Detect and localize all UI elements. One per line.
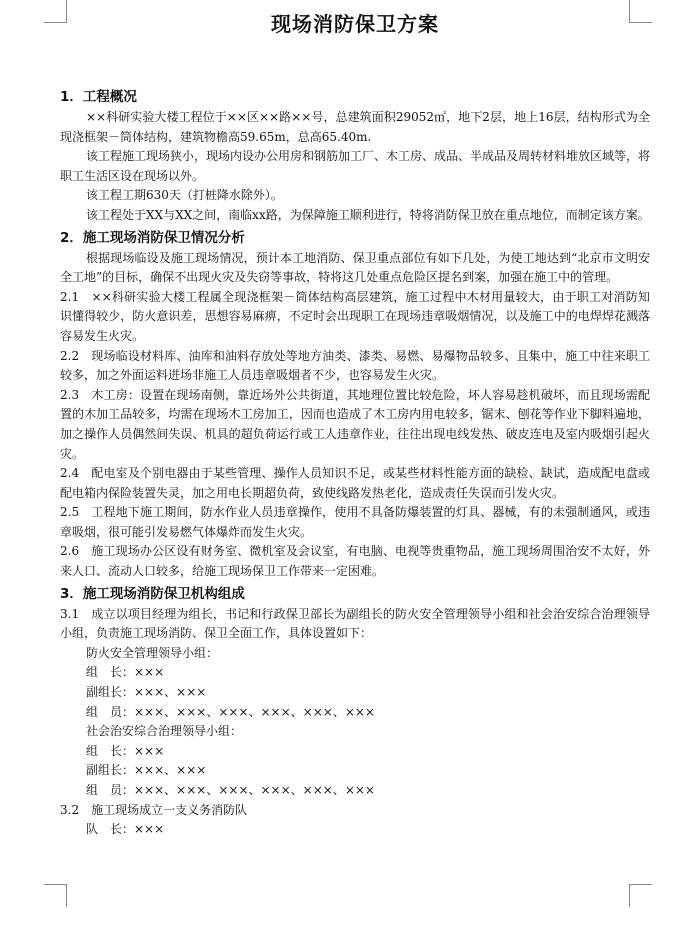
roster-line: 组 长：××× [86,743,165,758]
roster-line: 组 员：×××、×××、×××、×××、×××、××× [86,704,375,719]
roster-line: 组 员：×××、×××、×××、×××、×××、××× [86,783,375,797]
numbered-item: 2.4 配电室及个别电器由于某些管理、操作人员知识不足，或某些材料性能方面的缺检、缺试，造成配电盘或配电箱内保险装置失灵，加之用电长期超负荷，致使线路发热老化，造成责任失误而引发火灾。 [60,466,650,500]
numbered-item: 3.2 施工现场成立一支义务消防队 [60,802,248,817]
corner-mark-bottom-left [44,884,67,907]
paragraph: 该工程施工现场狭小，现场内设办公用房和钢筋加工厂、木工房、成品、半成品及周转材料堆放区域等，将职工生活区设在现场以外。 [60,149,651,183]
roster-line: 防火安全管理领导小组： [86,645,219,660]
roster-line: 社会治安综合治理领导小组： [86,724,243,739]
numbered-item: 3.1 成立以项目经理为组长，书记和行政保卫部长为副组长的防火安全管理领导小组和社会治安综合治理领导小组，负责施工现场消防、保卫全面工作，具体设置如下： [60,606,650,641]
numbered-item: 2.5 工程地下施工期间，防水作业人员违章操作，使用不具备防爆装置的灯具、器械，有的未强制通风，或违章吸烟，很可能引发易燃气体爆炸而发生火灾。 [60,505,650,539]
document-page [60,8,650,840]
numbered-item: 2.6 施工现场办公区设有财务室、微机室及会议室，有电脑、电视等贵重物品，施工现场周围治安不太好，外来人口、流动人口较多，给施工现场保卫工作带来一定困难。 [60,544,650,579]
section-heading: 1．工程概况 [60,89,137,105]
paragraph: ××科研实验大楼工程位于××区××路××号，总建筑面积29052㎡，地下2层，地上16层，结构形式为全现浇框架－筒体结构，建筑物檐高59.65m，总高65.40m. [60,110,650,144]
roster-line: 队 长：××× [86,822,165,837]
numbered-item: 2.2 现场临设材料库、油库和油料存放处等地方油类、漆类、易燃、易爆物品较多、且集中，施工中往来职工较多，加之外面运料进场非施工人员违章吸烟者不少，也容易发生火灾。 [60,348,650,383]
corner-mark-bottom-right [629,884,652,907]
paragraph: 该工程处于XX与XX之间，南临xx路，为保障施工顺利进行，特将消防保卫放在重点地位，而制定该方案。 [86,207,650,222]
numbered-item: 2.1 ××科研实验大楼工程属全现浇框架－筒体结构高层建筑，施工过程中木材用量较大，由于职工对消防知识懂得较少，防火意识差，思想容易麻痹，不定时会出现职工在现场违章吸烟情况，以及施工中的电焊焊花溅落容易发生火灾。 [60,289,650,343]
paragraph: 该工程工期630天（打桩降水除外）。 [86,188,283,203]
section-heading: 3．施工现场消防保卫机构组成 [60,585,245,602]
document-title: 现场消防保卫方案 [271,12,439,36]
roster-line: 组 长：××× [86,665,165,680]
roster-line: 副组长：×××、××× [86,763,207,778]
paragraph: 根据现场临设及施工现场情况，预计本工地消防、保卫重点部位有如下几处，为使工地达到“北京市文明安全工地”的目标，确保不出现火灾及失窃等事故，特将这几处重点危险区提名到案，加强在施工中的管理。 [60,250,650,285]
numbered-item: 2.3 木工房：设置在现场南侧，靠近场外公共街道，其地理位置比较危险，坏人容易趁机破坏，而且现场需配置的木加工品较多，均需在现场木工房加工，因而也造成了木工房内用电较多，锯末、刨花等作业下脚料遍地，加之操作人员偶然间失误、机具的超负荷运行或工人违章作业，往往出现电线发热、破皮连电及室内吸烟引起火灾。 [60,387,650,461]
section-heading: 2．施工现场消防保卫情况分析 [60,229,245,246]
roster-line: 副组长：×××、××× [86,685,207,700]
